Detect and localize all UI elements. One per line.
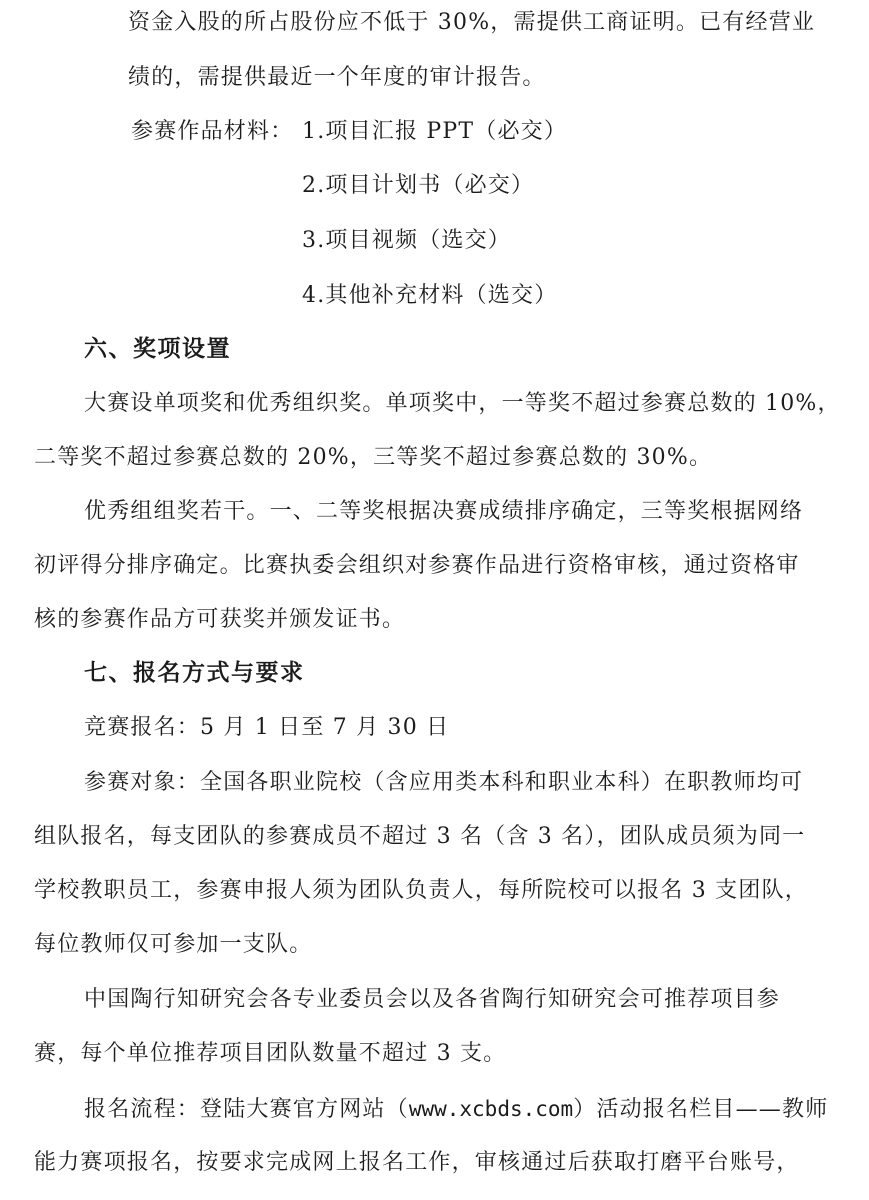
- materials-item-1: 1.项目汇报 PPT（必交）: [302, 119, 568, 144]
- materials-item-4: 4.其他补充材料（选交）: [302, 283, 558, 308]
- participants-line-1: 参赛对象：全国各职业院校（含应用类本科和职业本科）在职教师均可: [84, 770, 804, 795]
- awards-para-2-line-1: 优秀组组奖若干。一、二等奖根据决赛成绩排序确定，三等奖根据网络: [84, 499, 804, 524]
- process-line-2: 能力赛项报名，按要求完成网上报名工作，审核通过后获取打磨平台账号，: [34, 1150, 800, 1175]
- intro-line-1: 资金入股的所占股份应不低于 30%，需提供工商证明。已有经营业: [128, 10, 816, 35]
- participants-line-4: 每位教师仅可参加一支队。: [34, 932, 313, 957]
- awards-para-2-line-2: 初评得分排序确定。比赛执委会组织对参赛作品进行资格审核，通过资格审: [34, 553, 800, 578]
- process-line-1: [84, 1094, 828, 1125]
- section-6-heading: 六、奖项设置: [84, 335, 231, 362]
- process-suffix: ）活动报名栏目——教师: [573, 1097, 829, 1122]
- participants-line-3: 学校教职员工，参赛申报人须为团队负责人，每所院校可以报名 3 支团队，: [34, 878, 808, 903]
- participants-line-2: 组队报名，每支团队的参赛成员不超过 3 名（含 3 名），团队成员须为同一: [34, 824, 806, 849]
- recommend-line-1: 中国陶行知研究会各专业委员会以及各省陶行知研究会可推荐项目参: [84, 987, 781, 1012]
- recommend-line-2: 赛，每个单位推荐项目团队数量不超过 3 支。: [34, 1041, 507, 1066]
- awards-para-2-line-3: 核的参赛作品方可获奖并颁发证书。: [34, 607, 406, 632]
- registration-period: 竞赛报名：5 月 1 日至 7 月 30 日: [84, 715, 450, 740]
- awards-para-1-line-2: 二等奖不超过参赛总数的 20%，三等奖不超过参赛总数的 30%。: [34, 445, 713, 470]
- materials-label: 参赛作品材料：: [131, 119, 294, 144]
- official-website-url: www.xcbds.com: [408, 1097, 574, 1121]
- awards-para-1-line-1: 大赛设单项奖和优秀组织奖。单项奖中，一等奖不超过参赛总数的 10%，: [84, 391, 841, 416]
- materials-item-3: 3.项目视频（选交）: [302, 228, 511, 253]
- materials-item-2: 2.项目计划书（必交）: [302, 173, 535, 198]
- intro-line-2: 绩的，需提供最近一个年度的审计报告。: [128, 65, 546, 90]
- section-7-heading: 七、报名方式与要求: [84, 659, 305, 686]
- process-prefix: 报名流程：登陆大赛官方网站（: [84, 1097, 409, 1122]
